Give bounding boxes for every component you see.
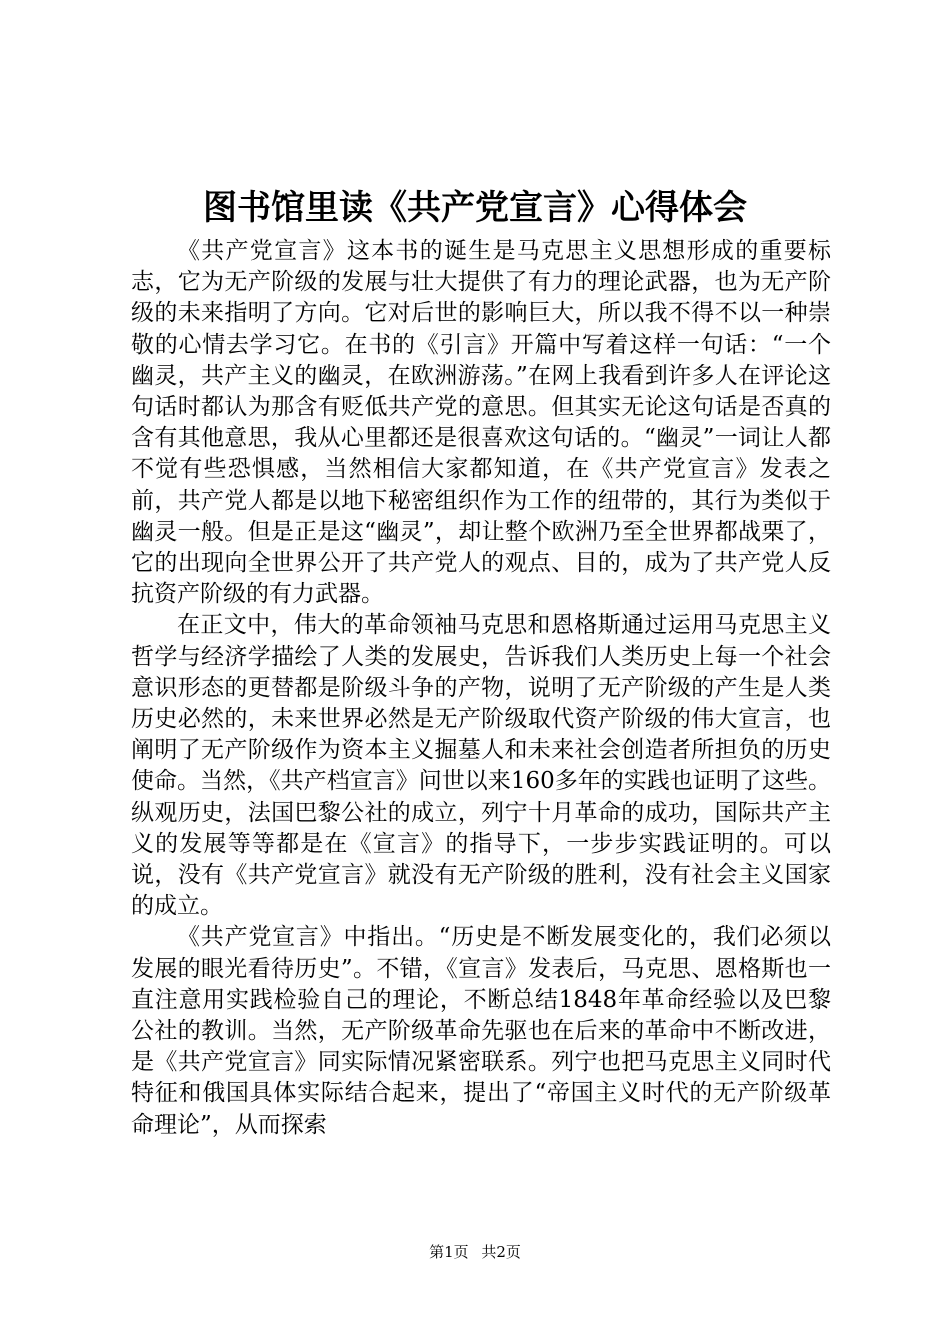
paragraph-2: 在正文中，伟大的革命领袖马克思和恩格斯通过运用马克思主义哲学与经济学描绘了人类的发展史，告诉我们人类历史上每一个社会意识形态的更替都是阶级斗争的产物，说明了无产阶级的产生是人类历史必然的，未来世界必然是无产阶级取代资产阶级的伟大宣言，也阐明了无产阶级作为资本主义掘墓人和未来社会创造者所担负的历史使命。当然，《共产档宣言》问世以来160多年的实践也证明了这些。纵观历史，法国巴黎公社的成立，列宁十月革命的成功，国际共产主义的发展等等都是在《宣言》的指导下，一步步实践证明的。可以说，没有《共产党宣言》就没有无产阶级的胜利，没有社会主义国家的成立。 xyxy=(131,612,831,920)
page-number-current: 第1页 xyxy=(429,1243,469,1261)
page-number-total: 共2页 xyxy=(481,1243,521,1261)
document-title: 图书馆里读《共产党宣言》心得体会 xyxy=(203,188,747,228)
paragraph-3: 《共产党宣言》中指出。“历史是不断发展变化的，我们必须以发展的眼光看待历史”。不错，《宣言》发表后，马克思、恩格斯也一直注意用实践检验自己的理论，不断总结1848年革命经验以及巴黎公社的教训。当然，无产阶级革命先驱也在后来的革命中不断改进，是《共产党宣言》同实际情况紧密联系。列宁也把马克思主义同时代特征和俄国具体实际结合起来，提出了“帝国主义时代的无产阶级革命理论”，从而探索 xyxy=(131,924,831,1138)
paragraph-1: 《共产党宣言》这本书的诞生是马克思主义思想形成的重要标志，它为无产阶级的发展与壮大提供了有力的理论武器，也为无产阶级的未来指明了方向。它对后世的影响巨大，所以我不得不以一种崇敬的心情去学习它。在书的《引言》开篇中写着这样一句话：“一个幽灵，共产主义的幽灵，在欧洲游荡。”在网上我看到许多人在评论这句话时都认为那含有贬低共产党的意思。但其实无论这句话是否真的含有其他意思，我从心里都还是很喜欢这句话的。“幽灵”一词让人都不觉有些恐惧感，当然相信大家都知道，在《共产党宣言》发表之前，共产党人都是以地下秘密组织作为工作的纽带的，其行为类似于幽灵一般。但是正是这“幽灵”，却让整个欧洲乃至全世界都战栗了，它的出现向全世界公开了共产党人的观点、目的，成为了共产党人反抗资产阶级的有力武器。 xyxy=(131,238,831,608)
page-footer xyxy=(0,1242,950,1262)
document-body xyxy=(131,236,831,1141)
